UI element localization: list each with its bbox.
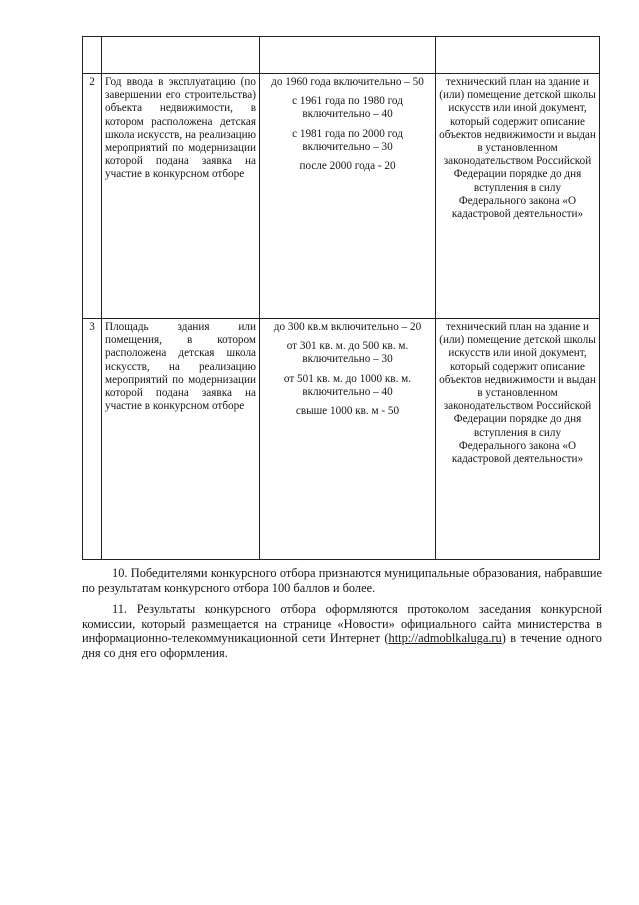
score-scale	[260, 319, 436, 560]
table-cell	[260, 37, 436, 74]
paragraph-10	[82, 566, 602, 595]
paragraph-11	[82, 602, 602, 660]
score-item: до 1960 года включительно – 50	[271, 76, 424, 88]
table-row	[83, 319, 600, 560]
ministry-site-link[interactable]: http://admoblkaluga.ru	[388, 631, 502, 646]
paragraph-10-text: 10. Победителями конкурсного отбора признаются муниципальные образования, набравшие по результатам конкурсного отбора 100 баллов и более.	[82, 566, 602, 595]
table-cell	[83, 37, 102, 74]
criterion-text: Площадь здания или помещения, в котором расположена детская школа искусств, на реализацию мероприятий по модернизации которой подана заявка на участие в конкурсном отборе	[102, 319, 260, 560]
score-item: до 300 кв.м включительно – 20	[273, 321, 422, 333]
paragraph-11-text: 11. Результаты конкурсного отбора оформляются протоколом заседания конкурсной комиссии, который размещается на странице «Новости» официального сайта министерства в информационно-телекоммуникационной сети Интернет (	[82, 602, 602, 646]
score-item: от 501 кв. м. до 1000 кв. м. включительно – 40	[283, 372, 412, 398]
required-documents: технический план на здание и (или) помещение детской школы искусств или иной документ, который содержит описание объектов недвижимости и выдан в установленном законодательством Российской Федерации порядке до дня вступления в силу Федерального закона «О кадастровой деятельности»	[436, 74, 600, 319]
score-scale	[260, 74, 436, 319]
score-item: от 301 кв. м. до 500 кв. м. включительно – 30	[286, 340, 409, 366]
score-item: свыше 1000 кв. м - 50	[295, 405, 400, 418]
required-documents: технический план на здание и (или) помещение детской школы искусств или иной документ, который содержит описание объектов недвижимости и выдан в установленном законодательством Российской Федерации порядке до дня вступления в силу Федерального закона «О кадастровой деятельности»	[436, 319, 600, 560]
row-number: 3	[83, 319, 102, 560]
table-cell	[436, 37, 600, 74]
row-number: 2	[83, 74, 102, 319]
table-row	[83, 74, 600, 319]
score-item: после 2000 года - 20	[299, 160, 396, 173]
score-item: с 1981 года по 2000 год включительно – 30	[292, 127, 403, 153]
paragraph-11-tail: ) в течение одного дня со дня его оформления.	[82, 631, 602, 660]
score-item: с 1961 года по 1980 год включительно – 40	[292, 95, 403, 121]
table-cell	[102, 37, 260, 74]
table-continuation-row	[83, 37, 600, 74]
criterion-text: Год ввода в эксплуатацию (по завершении его строительства) объекта недвижимости, в котором расположена детская школа искусств, на реализацию мероприятий по модернизации которой подана заявка на участие в конкурсном отборе	[102, 74, 260, 319]
criteria-table	[82, 36, 600, 560]
